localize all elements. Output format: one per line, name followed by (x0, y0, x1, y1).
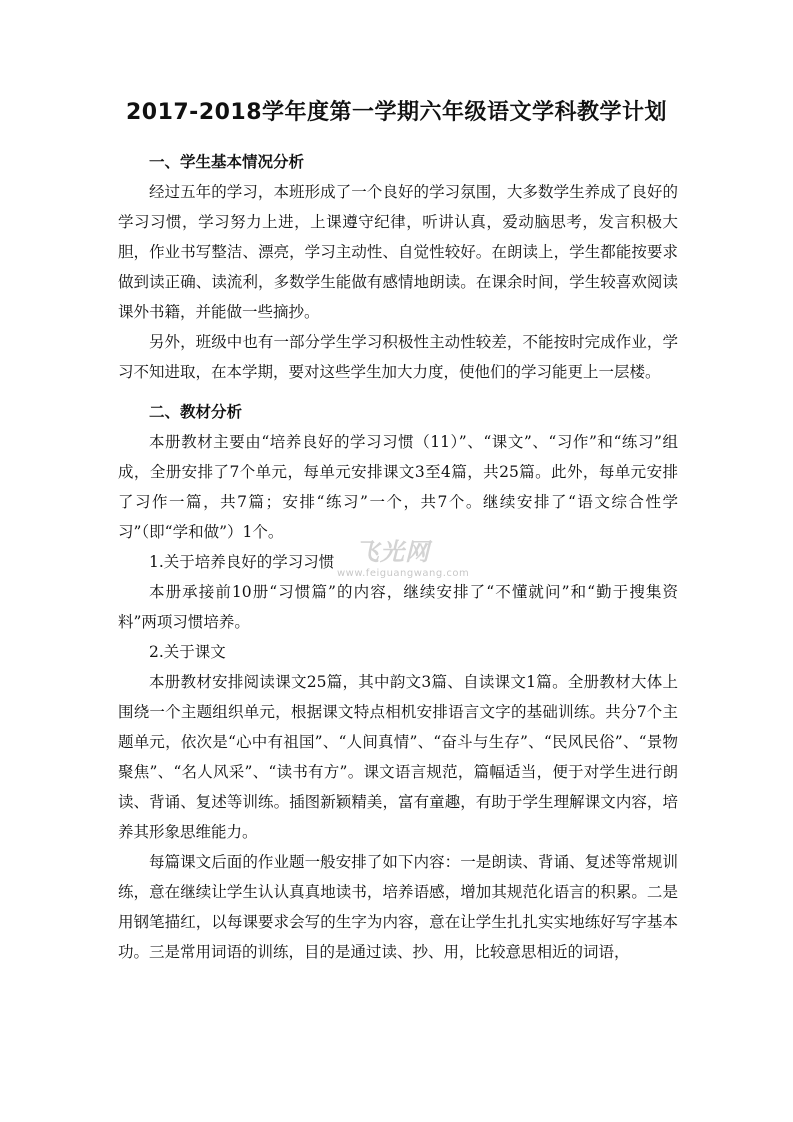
document-body (118, 147, 678, 967)
subsection-heading-habits: 1.关于培养良好的学习习惯 (149, 553, 335, 571)
paragraph-student-analysis-1: 经过五年的学习，本班形成了一个良好的学习氛围，大多数学生养成了良好的学习习惯，学习努力上进，上课遵守纪律，听讲认真，爱动脑思考，发言积极大胆，作业书写整洁、漂亮，学习主动性、自觉性较好。在朗读上，学生都能按要求做到读正确、读流利，多数学生能做有感情地朗读。在课余时间，学生较喜欢阅读课外书籍，并能做一些摘抄。 (118, 183, 678, 321)
watermark-url: www.feiguangwang.com (337, 568, 470, 579)
paragraph-textbook-intro: 本册教材主要由“培养良好的学习习惯（11）”、“课文”、“习作”和“练习”组成，全册安排了7个单元，每单元安排课文3至4篇，共25篇。此外，每单元安排了习作一篇，共7篇；安排“练习”一个，共7个。继续安排了“语文综合性学习”（即“学和做”）1个。 (118, 433, 678, 541)
section-heading-student-analysis: 一、学生基本情况分析 (149, 153, 305, 171)
paragraph-texts-1: 本册教材安排阅读课文25篇，其中韵文3篇、自读课文1篇。全册教材大体上围绕一个主题组织单元，根据课文特点相机安排语言文字的基础训练。共分7个主题单元，依次是“心中有祖国”、“人间真情”、“奋斗与生存”、“民风民俗”、“景物聚焦”、“名人风采”、“读书有方”。课文语言规范，篇幅适当，便于对学生进行朗读、背诵、复述等训练。插图新颖精美，富有童趣，有助于学生理解课文内容，培养其形象思维能力。 (118, 673, 678, 841)
subsection-heading-texts: 2.关于课文 (149, 643, 226, 661)
paragraph-habits: 本册承接前10册“习惯篇”的内容，继续安排了“不懂就问”和“勤于搜集资料”两项习惯培养。 (118, 583, 678, 631)
paragraph-texts-2: 每篇课文后面的作业题一般安排了如下内容：一是朗读、背诵、复述等常规训练，意在继续让学生认认真真地读书，培养语感，增加其规范化语言的积累。二是用钢笔描红，以每课要求会写的生字为内容，意在让学生扎扎实实地练好写字基本功。三是常用词语的训练，目的是通过读、抄、用，比较意思相近的词语， (118, 853, 678, 961)
document-title: 2017-2018学年度第一学期六年级语文学科教学计划 (125, 100, 668, 125)
paragraph-student-analysis-2: 另外，班级中也有一部分学生学习积极性主动性较差，不能按时完成作业，学习不知进取，在本学期，要对这些学生加大力度，使他们的学习能更上一层楼。 (118, 333, 678, 381)
watermark-logo-text: 飞光网 (355, 538, 430, 566)
section-heading-textbook-analysis: 二、教材分析 (149, 403, 243, 421)
